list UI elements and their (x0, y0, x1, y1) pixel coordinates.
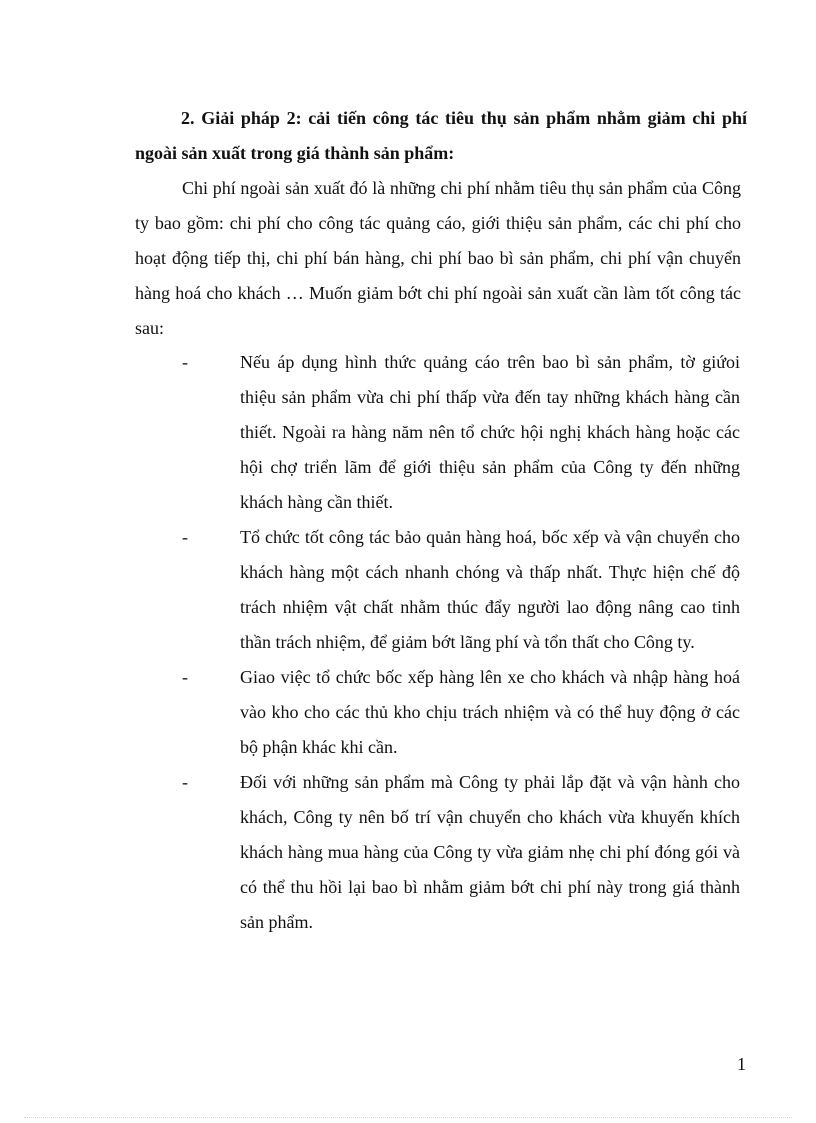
bullet-text: Tổ chức tốt công tác bảo quản hàng hoá, bốc xếp và vận chuyển cho khách hàng một cách nhanh chóng và thấp nhất. Thực hiện chế độ trách nhiệm vật chất nhằm thúc đẩy người lao động nâng cao tinh thần trách nhiệm, để giảm bớt lãng phí và tổn thất cho Công ty. (240, 527, 740, 652)
intro-paragraph: Chi phí ngoài sản xuất đó là những chi phí nhằm tiêu thụ sản phẩm của Công ty bao gồm: chi phí cho công tác quảng cáo, giới thiệu sản phẩm, các chi phí cho hoạt động tiếp thị, chi phí bán hàng, chi phí bao bì sản phẩm, chi phí vận chuyển hàng hoá cho khách … Muốn giảm bớt chi phí ngoài sản xuất cần làm tốt công tác sau: (135, 178, 741, 338)
page-number: 1 (737, 1054, 746, 1074)
bullet-item (0, 345, 816, 520)
bullet-text: Giao việc tổ chức bốc xếp hàng lên xe cho khách và nhập hàng hoá vào kho cho các thủ kho chịu trách nhiệm và có thể huy động ở các bộ phận khác khi cần. (240, 667, 740, 757)
bullet-item (0, 660, 816, 765)
bullet-text: Đối với những sản phẩm mà Công ty phải lắp đặt và vận hành cho khách, Công ty nên bố trí vận chuyển cho khách vừa khuyến khích khách hàng mua hàng của Công ty vừa giảm nhẹ chi phí đóng gói và có thể thu hồi lại bao bì nhằm giảm bớt chi phí này trong giá thành sản phẩm. (240, 772, 740, 932)
bullet-list (0, 345, 816, 940)
bullet-item (0, 520, 816, 660)
bullet-text: Nếu áp dụng hình thức quảng cáo trên bao bì sản phẩm, tờ giứoi thiệu sản phẩm vừa chi phí thấp vừa đến tay những khách hàng cần thiết. Ngoài ra hàng năm nên tổ chức hội nghị khách hàng hoặc các hội chợ triển lãm để giới thiệu sản phẩm của Công ty đến những khách hàng cần thiết. (240, 352, 740, 512)
page-bottom-divider (24, 1117, 792, 1118)
bullet-marker: - (182, 667, 188, 687)
bullet-marker: - (182, 772, 188, 792)
bullet-marker: - (182, 527, 188, 547)
bullet-item (0, 765, 816, 940)
section-heading: 2. Giải pháp 2: cải tiến công tác tiêu thụ sản phẩm nhằm giảm chi phí ngoài sản xuất trong giá thành sản phẩm: (135, 108, 747, 163)
bullet-marker: - (182, 352, 188, 372)
